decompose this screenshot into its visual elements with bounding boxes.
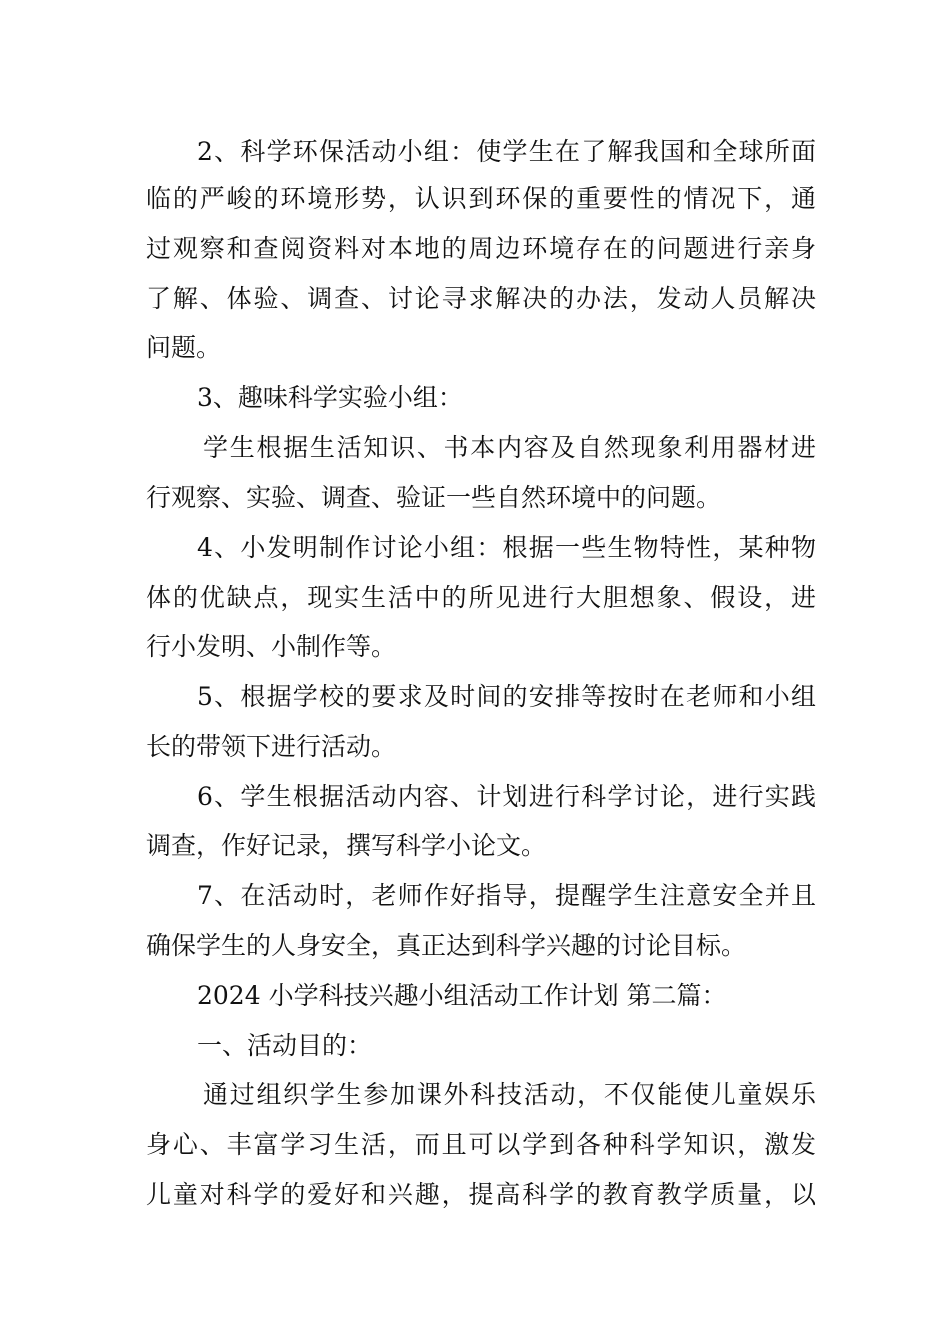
paragraph-line: 调查，作好记录，撰写科学小论文。 <box>146 831 547 860</box>
paragraph-line: 3、趣味科学实验小组： <box>197 383 463 412</box>
section-heading: 2024 小学科技兴趣小组活动工作计划 第二篇： <box>197 981 727 1010</box>
paragraph-line: 了解、体验、调查、讨论寻求解决的办法，发动人员解决 <box>146 284 816 313</box>
paragraph-line: 行观察、实验、调查、验证一些自然环境中的问题。 <box>146 483 722 512</box>
paragraph-line: 通过组织学生参加课外科技活动，不仅能使儿童娱乐 <box>203 1080 816 1109</box>
paragraph-line: 身心、丰富学习生活，而且可以学到各种科学知识，激发 <box>146 1130 816 1159</box>
paragraph-line: 确保学生的人身安全，真正达到科学兴趣的讨论目标。 <box>146 931 747 960</box>
paragraph-line: 长的带领下进行活动。 <box>146 732 397 761</box>
paragraph-line: 问题。 <box>146 333 222 362</box>
paragraph-line: 7、在活动时，老师作好指导，提醒学生注意安全并且 <box>197 881 816 910</box>
paragraph-line: 临的严峻的环境形势，认识到环保的重要性的情况下，通 <box>146 184 816 213</box>
paragraph-line: 行小发明、小制作等。 <box>146 632 397 661</box>
paragraph-line: 体的优缺点，现实生活中的所见进行大胆想象、假设，进 <box>146 583 816 612</box>
paragraph-line: 2、科学环保活动小组：使学生在了解我国和全球所面 <box>197 137 816 166</box>
paragraph-line: 5、根据学校的要求及时间的安排等按时在老师和小组 <box>197 682 816 711</box>
paragraph-line: 学生根据生活知识、书本内容及自然现象利用器材进 <box>203 433 816 462</box>
subsection-heading: 一、活动目的： <box>197 1031 373 1060</box>
paragraph-line: 过观察和查阅资料对本地的周边环境存在的问题进行亲身 <box>146 234 816 263</box>
paragraph-line: 儿童对科学的爱好和兴趣，提高科学的教育教学质量，以 <box>146 1180 816 1209</box>
paragraph-line: 6、学生根据活动内容、计划进行科学讨论，进行实践 <box>197 782 816 811</box>
paragraph-line: 4、小发明制作讨论小组：根据一些生物特性，某种物 <box>197 533 816 562</box>
